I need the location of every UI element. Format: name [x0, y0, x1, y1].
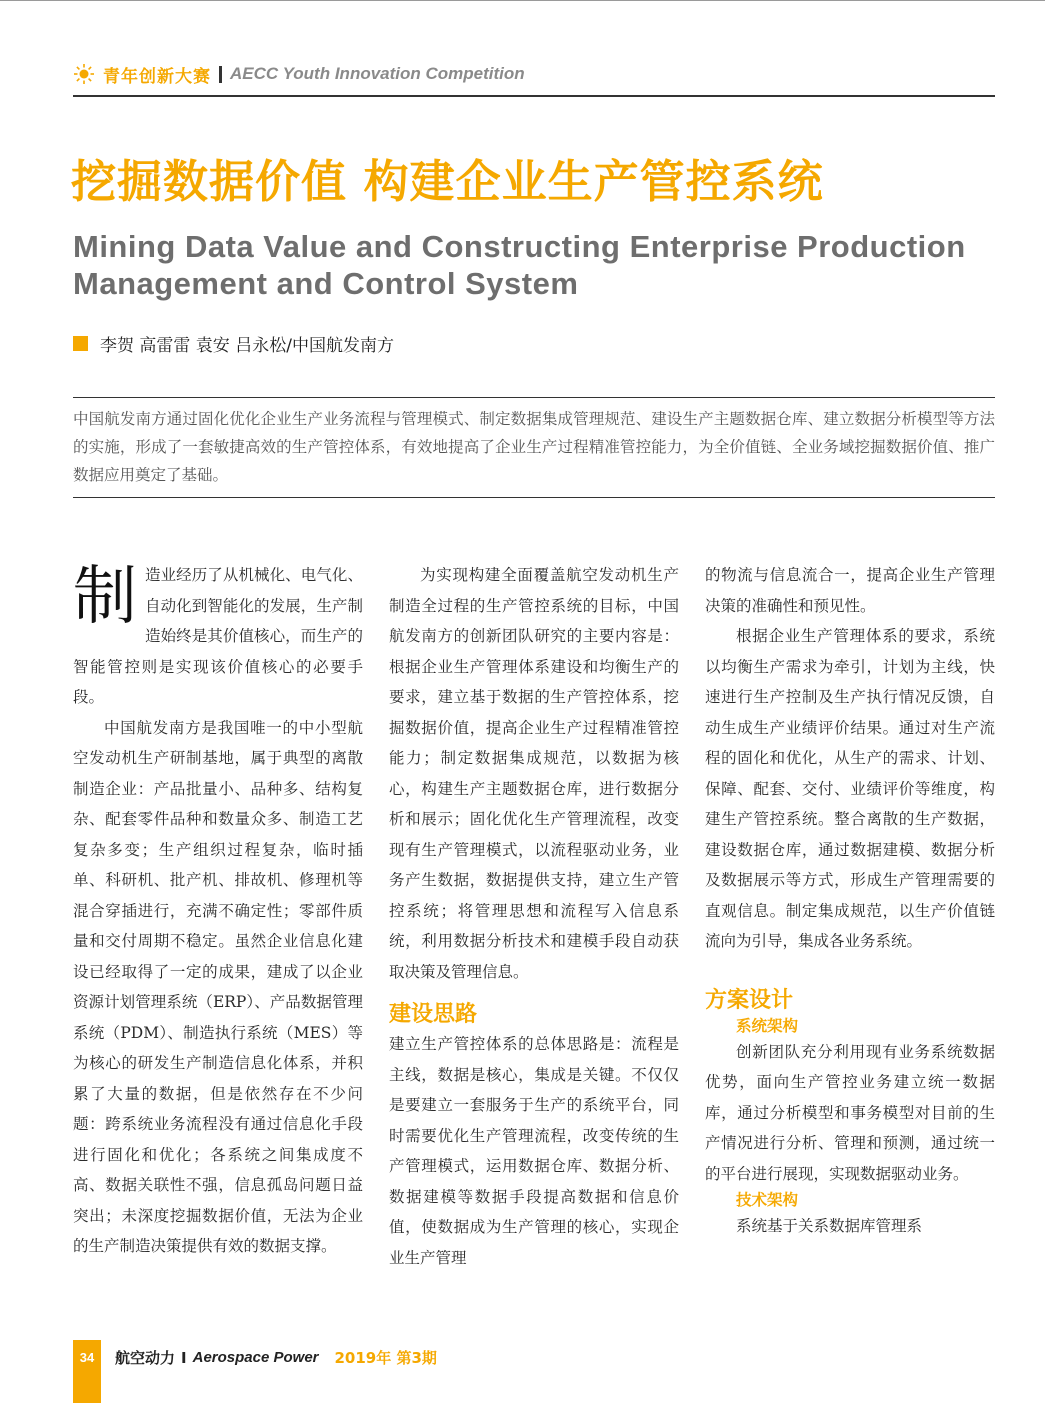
- header-en: AECC Youth Innovation Competition: [230, 64, 525, 83]
- subheading-system-architecture: 系统架构: [736, 1016, 799, 1035]
- paragraph-1: 造业经历了从机械化、电气化、自动化到智能化的发展，生产制造始终是其价值核心，而生产的智能管控则是实现该价值核心的必要手段。: [73, 566, 363, 706]
- top-rule: [0, 0, 1045, 1]
- column-2: [389, 560, 679, 1273]
- page-number: 34: [79, 1350, 95, 1365]
- abstract: 中国航发南方通过固化优化企业生产业务流程与管理模式、制定数据集成管理规范、建设生产主题数据仓库、建立数据分析模型等方法的实施，形成了一套敏捷高效的生产管控体系，有效地提高了企业生产过程精准管控能力，为全价值链、全业务域挖掘数据价值、推广数据应用奠定了基础。: [73, 410, 995, 484]
- header-separator: [219, 66, 222, 83]
- footer: [115, 1347, 437, 1368]
- square-bullet-icon: [73, 336, 88, 351]
- header-rule: [73, 95, 995, 97]
- section-heading-1: 建设思路: [389, 1002, 478, 1027]
- paragraph-2: 中国航发南方是我国唯一的中小型航空发动机生产研制基地，属于典型的离散制造企业：产品批量小、品种多、结构复杂、配套零件品种和数量众多、制造工艺复杂多变；生产组织过程复杂，临时插单、科研机、批产机、排故机、修理机等混合穿插进行，充满不确定性；零部件质量和交付周期不稳定。虽然企业信息化建设已经取得了一定的成果，建成了以企业资源计划管理系统（ERP）、产品数据管理系统（PDM）、制造执行系统（MES）等为核心的研发生产制造信息化体系，并积累了大量的数据，但是依然存在不少问题：跨系统业务流程没有通过信息化手段进行固化和优化；各系统之间集成度不高、数据关联性不强，信息孤岛问题日益突出；未深度挖掘数据价值，无法为企业的生产制造决策提供有效的数据支撑。: [73, 718, 363, 1255]
- sun-logo-icon: [73, 63, 95, 85]
- paragraph-7: 创新团队充分利用现有业务系统数据优势，面向生产管控业务建立统一数据库，通过分析模型和事务模型对目前的生产情况进行分析、管理和预测，通过统一的平台进行展现，实现数据驱动业务。: [705, 1042, 995, 1183]
- footer-separator: I: [181, 1348, 187, 1367]
- paragraph-3: 为实现构建全面覆盖航空发动机生产制造全过程的生产管控系统的目标，中国航发南方的创新团队研究的主要内容是：根据企业生产管理体系建设和均衡生产的要求，建立基于数据的生产管控体系，挖掘数据价值，提高企业生产过程精准管控能力；制定数据集成规范，以数据为核心，构建生产主题数据仓库，进行数据分析和展示；固化优化生产管理流程，改变现有生产管理模式，以流程驱动业务，业务产生数据，数据提供支持，建立生产管控系统；将管理思想和流程写入信息系统，利用数据分析技术和建模手段自动获取决策及管理信息。: [389, 566, 679, 981]
- abstract-rule-bottom: [73, 497, 995, 498]
- section-heading-2: 方案设计: [705, 987, 794, 1013]
- journal-name-cn: 航空动力: [115, 1349, 176, 1367]
- column-1: [73, 560, 363, 1262]
- issue-label: 2019年 第3期: [334, 1349, 437, 1367]
- title-en: Mining Data Value and Constructing Enterprise Production Management and Control System: [73, 229, 966, 301]
- paragraph-8: 系统基于关系数据库管理系: [736, 1217, 923, 1235]
- paragraph-4: 建立生产管控体系的总体思路是：流程是主线，数据是核心，集成是关键。不仅仅是要建立一套服务于生产的系统平台，同时需要优化生产管理流程，改变传统的生产管理模式，运用数据仓库、数据分析、数据建模等数据手段提高数据和信息价值，使数据成为生产管理的核心，实现企业生产管理: [389, 1035, 679, 1267]
- header-cn: 青年创新大赛: [103, 66, 211, 87]
- abstract-rule-top: [73, 397, 995, 398]
- dropcap: 制: [73, 560, 137, 634]
- journal-name-en: Aerospace Power: [192, 1349, 319, 1366]
- authors: 李贺 高雷雷 袁安 吕永松/中国航发南方: [100, 336, 394, 356]
- subheading-tech-architecture: 技术架构: [736, 1191, 799, 1209]
- section-header: [73, 60, 525, 88]
- paragraph-5: 的物流与信息流合一，提高企业生产管理决策的准确性和预见性。: [705, 566, 995, 615]
- column-3: [705, 560, 995, 1242]
- authors-line: [73, 331, 394, 356]
- title-cn: 挖掘数据价值 构建企业生产管控系统: [71, 155, 824, 208]
- paragraph-6: 根据企业生产管理体系的要求，系统以均衡生产需求为牵引，计划为主线，快速进行生产控制及生产执行情况反馈，自动生成生产业绩评价结果。通过对生产流程的固化和优化，从生产的需求、计划、保障、配套、交付、业绩评价等维度，构建生产管控系统。整合离散的生产数据，建设数据仓库，通过数据建模、数据分析及数据展示等方式，形成生产管理需要的直观信息。制定集成规范，以生产价值链流向为引导，集成各业务系统。: [705, 627, 995, 950]
